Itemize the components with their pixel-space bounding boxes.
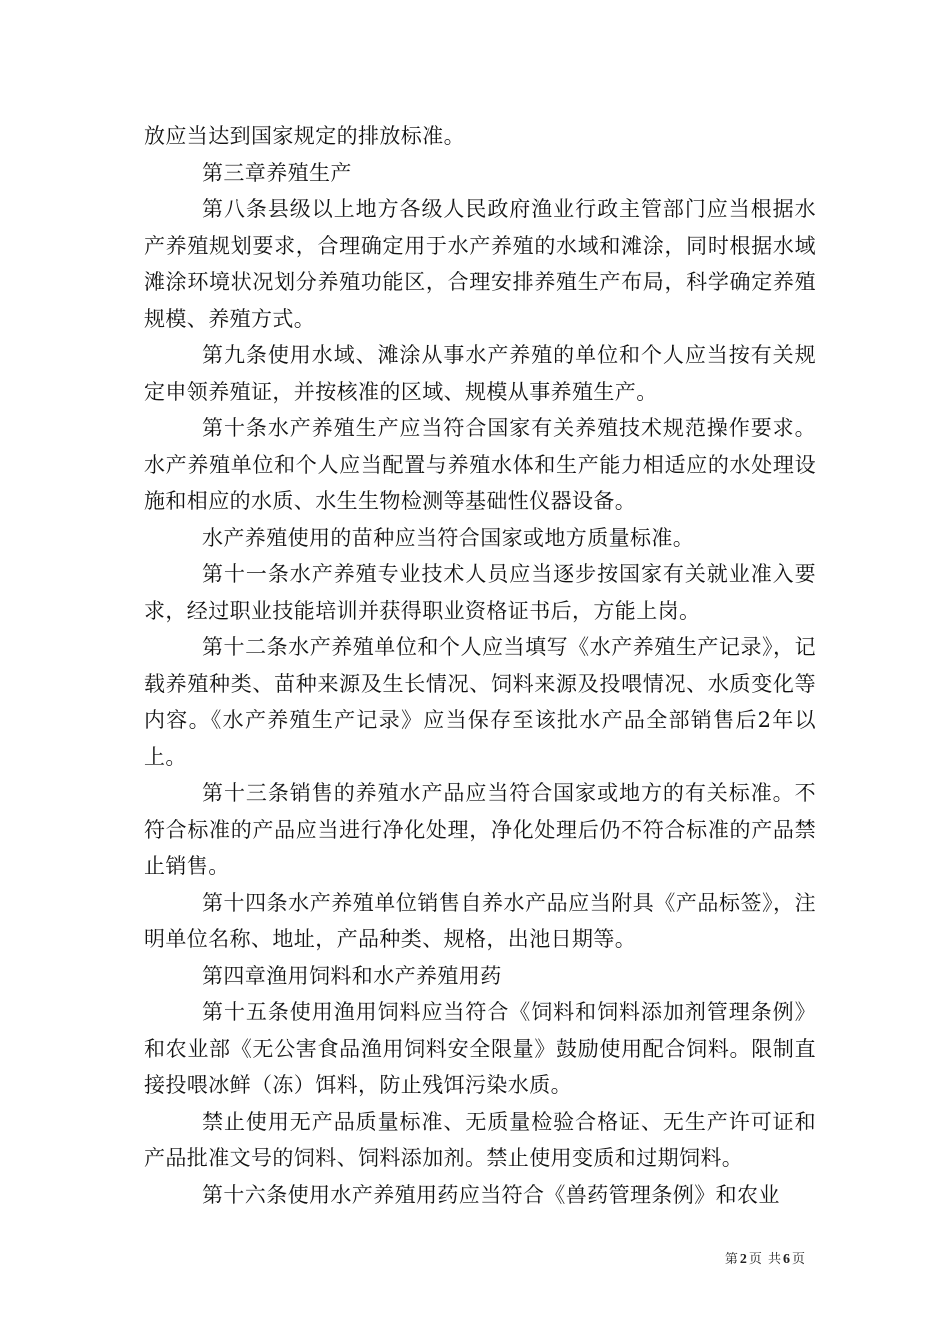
- article-15-prohibition: 禁止使用无产品质量标准、无质量检验合格证、无生产许可证和产品批准文号的饲料、饲料添加剂。禁止使用变质和过期饲料。: [144, 1109, 816, 1170]
- chapter-heading-4: 第四章渔用饲料和水产养殖用药: [202, 963, 502, 988]
- footer-suffix: 页: [791, 1252, 806, 1267]
- article-14: 第十四条水产养殖单位销售自养水产品应当附具《产品标签》，注明单位名称、地址，产品种类、规格，出池日期等。: [144, 890, 816, 951]
- article-9: 第九条使用水域、滩涂从事水产养殖的单位和个人应当按有关规定申领养殖证，并按核准的区域、规模从事养殖生产。: [144, 343, 816, 404]
- current-page-number: 2: [739, 1252, 748, 1267]
- footer-prefix: 第: [724, 1252, 739, 1267]
- article-16: 第十六条使用水产养殖用药应当符合《兽药管理条例》和农业: [202, 1182, 780, 1207]
- article-10: 第十条水产养殖生产应当符合国家有关养殖技术规范操作要求。水产养殖单位和个人应当配置与养殖水体和生产能力相适应的水处理设施和相应的水质、水生生物检测等基础性仪器设备。: [144, 416, 816, 513]
- article-15: 第十五条使用渔用饲料应当符合《饲料和饲料添加剂管理条例》和农业部《无公害食品渔用饲料安全限量》鼓励使用配合饲料。限制直接投喂冰鲜（冻）饵料，防止残饵污染水质。: [144, 1000, 816, 1097]
- article-10-seed-standard: 水产养殖使用的苗种应当符合国家或地方质量标准。: [202, 525, 695, 550]
- article-8: 第八条县级以上地方各级人民政府渔业行政主管部门应当根据水产养殖规划要求，合理确定用于水产养殖的水域和滩涂，同时根据水域滩涂环境状况划分养殖功能区，合理安排养殖生产布局，科学确定养殖规模、养殖方式。: [144, 197, 816, 331]
- article-12: 第十二条水产养殖单位和个人应当填写《水产养殖生产记录》，记载养殖种类、苗种来源及生长情况、饲料来源及投喂情况、水质变化等内容。《水产养殖生产记录》应当保存至该批水产品全部销售后2年以上。: [144, 635, 816, 769]
- footer-middle: 页 共: [748, 1252, 782, 1267]
- document-body: [144, 118, 816, 1213]
- paragraph-1: 放应当达到国家规定的排放标准。: [144, 124, 465, 148]
- total-page-count: 6: [782, 1252, 791, 1267]
- article-11: 第十一条水产养殖专业技术人员应当逐步按国家有关就业准入要求，经过职业技能培训并获得职业资格证书后，方能上岗。: [144, 562, 816, 623]
- chapter-heading-3: 第三章养殖生产: [202, 160, 352, 185]
- page-number-footer: [725, 1248, 806, 1268]
- article-13: 第十三条销售的养殖水产品应当符合国家或地方的有关标准。不符合标准的产品应当进行净化处理，净化处理后仍不符合标准的产品禁止销售。: [144, 781, 816, 878]
